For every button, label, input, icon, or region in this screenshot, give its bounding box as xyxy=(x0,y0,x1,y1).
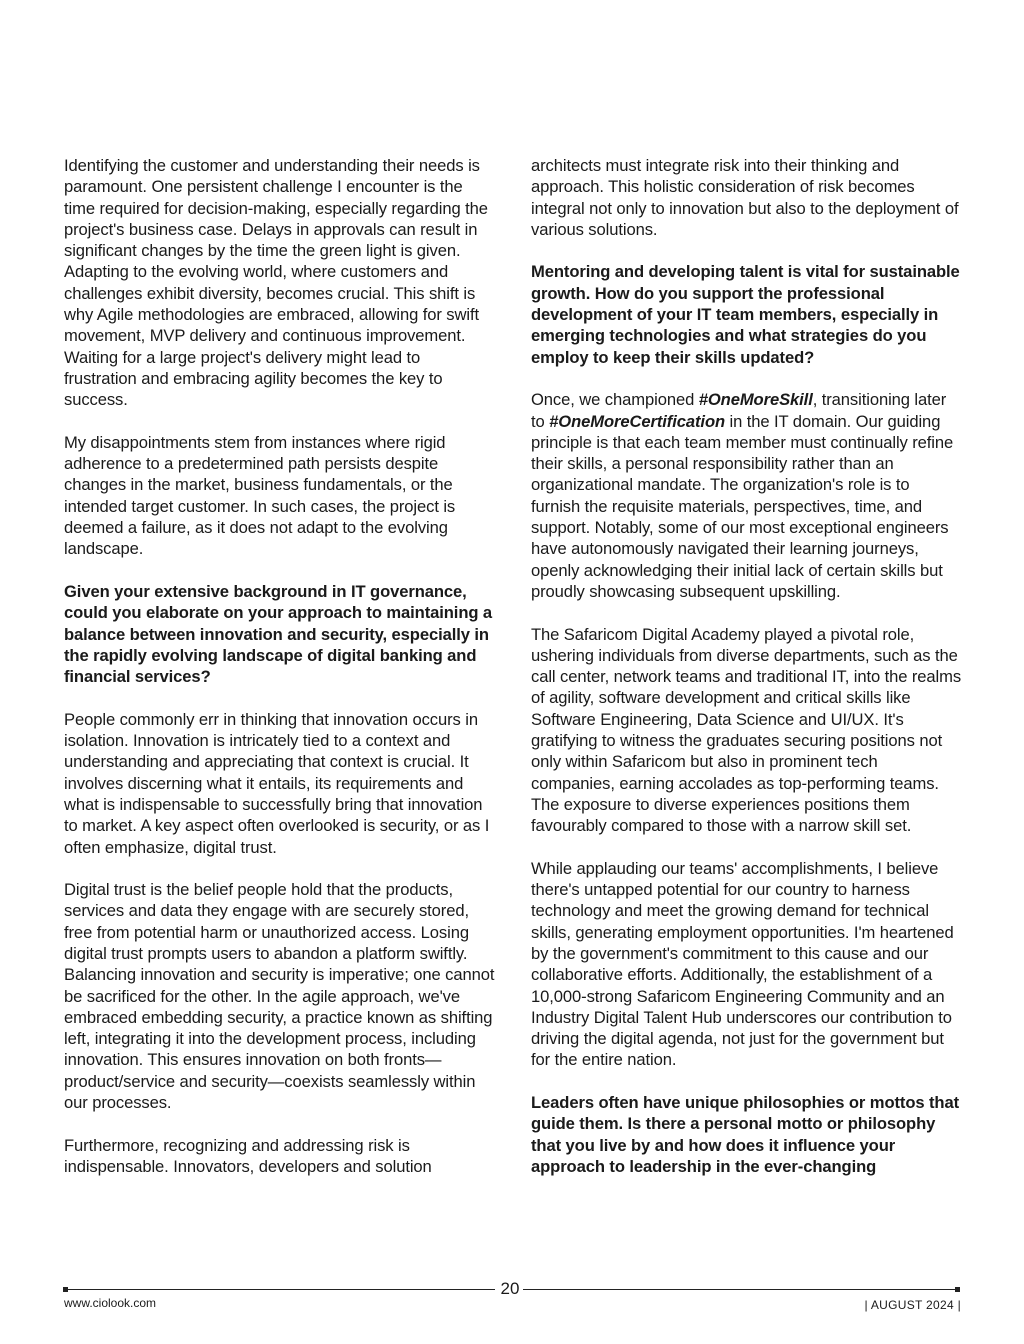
left-column xyxy=(64,155,496,1177)
paragraph: The Safaricom Digital Academy played a pivotal role, ushering individuals from diverse departments, such as the call center, network teams and traditional IT, into the realms of agility, software development and critical skills like Software Engineering, Data Science and UI/UX. It's gratifying to witness the graduates securing positions not only within Safaricom but also in prominent tech companies, earning accolades as top-performing teams. The exposure to diverse experiences positions them favourably compared to those with a narrow skill set. xyxy=(531,624,962,836)
paragraph: Furthermore, recognizing and addressing risk is indispensable. Innovators, developers and solution xyxy=(64,1135,432,1176)
hashtag: #OneMoreCertification xyxy=(549,411,726,431)
website-link[interactable]: www.ciolook.com xyxy=(64,1296,157,1310)
interview-question: Given your extensive background in IT governance, could you elaborate on your approach to maintaining a balance between innovation and security, especially in the rapidly evolving landscape of digital banking and financial services? xyxy=(64,581,493,687)
text-run: in the IT domain. Our guiding principle is that each team member must continually refine their skills, a personal responsibility rather than an organizational mandate. The organization's role is to furnish the requisite materials, perspectives, time, and support. Notably, some of our most exceptional engineers have autonomously navigated their learning journeys, openly acknowledging their initial lack of certain skills but proudly showcasing subsequent upskilling. xyxy=(531,411,954,601)
issue-date: | AUGUST 2024 | xyxy=(864,1298,961,1312)
paragraph: My disappointments stem from instances where rigid adherence to a predetermined path persists despite changes in the market, business fundamentals, or the intended target customer. In such cases, the project is deemed a failure, as it does not adapt to the evolving landscape. xyxy=(64,432,456,559)
paragraph: architects must integrate risk into their thinking and approach. This holistic consideration of risk becomes integral not only to innovation but also to the deployment of various solutions. xyxy=(531,156,959,239)
footer-rule-end-dot xyxy=(955,1287,960,1292)
paragraph: Identifying the customer and understanding their needs is paramount. One persistent challenge I encounter is the time required for decision-making, especially regarding the project's business case. Delays in approvals can result in significant changes by the time the green light is given. Adapting to the evolving world, where customers and challenges exhibit diversity, becomes crucial. This shift is why Agile methodologies are embraced, allowing for swift movement, MVP delivery and continuous improvement. Waiting for a large project's delivery might lead to frustration and embracing agility becomes the key to success. xyxy=(64,156,488,410)
page-number: 20 xyxy=(500,1279,520,1298)
paragraph: While applauding our teams' accomplishments, I believe there's untapped potential for our country to harness technology and meet the growing demand for technical skills, generating employment opportunities. I'm heartened by the government's commitment to this cause and our collaborative efforts. Additionally, the establishment of a 10,000-strong Safaricom Engineering Community and an Industry Digital Talent Hub underscores our contribution to driving the digital agenda, not just for the government but for the entire nation. xyxy=(531,858,954,1070)
footer-rule xyxy=(64,1289,495,1290)
interview-question: Leaders often have unique philosophies or mottos that guide them. Is there a personal motto or philosophy that you live by and how does it influence your approach to leadership in the ever-changing xyxy=(531,1093,960,1176)
footer-rule xyxy=(523,1289,959,1290)
paragraph xyxy=(531,389,963,602)
interview-question: Mentoring and developing talent is vital for sustainable growth. How do you support the professional development of your IT team members, especially in emerging technologies and what strategies do you employ to keep their skills updated? xyxy=(531,262,960,367)
text-run: Once, we championed xyxy=(531,390,699,410)
text-run: , transitioning later to xyxy=(531,390,947,431)
paragraph: People commonly err in thinking that innovation occurs in isolation. Innovation is intricately tied to a context and understanding and appreciating that context is crucial. It involves discerning what it entails, its requirements and what is indispensable to successfully bring that innovation to market. A key aspect often overlooked is security, or as I often emphasize, digital trust. xyxy=(64,709,490,857)
hashtag: #OneMoreSkill xyxy=(698,390,813,410)
right-column xyxy=(531,155,963,1177)
paragraph: Digital trust is the belief people hold that the products, services and data they engage with are securely stored, free from potential harm or unauthorized access. Losing digital trust prompts users to abandon a platform swiftly. Balancing innovation and security is imperative; one cannot be sacrificed for the other. In the agile approach, we've embraced embedding security, a practice known as shifting left, integrating it into the development process, including innovation. This ensures innovation on both fronts—product/service and security—coexists seamlessly within our processes. xyxy=(64,880,495,1113)
